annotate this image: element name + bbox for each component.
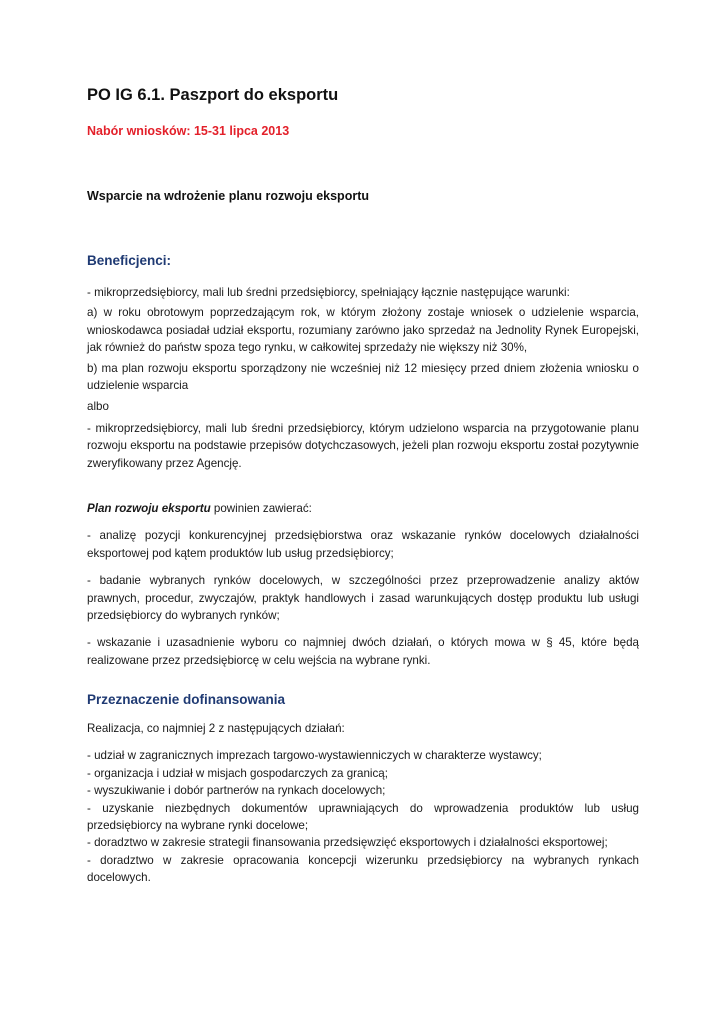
plan-item: - wskazanie i uzasadnienie wyboru co najmniej dwóch działań, o których mowa w § 45, które będą realizowane przez przedsiębiorcę w celu wejścia na wybrane rynki. xyxy=(87,636,639,667)
purpose-heading: Przeznaczenie dofinansowania xyxy=(87,692,286,707)
plan-term: Plan rozwoju eksportu xyxy=(87,502,211,515)
plan-intro xyxy=(87,500,639,517)
support-heading: Wsparcie na wdrożenie planu rozwoju eksportu xyxy=(87,189,369,203)
purpose-item: - doradztwo w zakresie strategii finansowania przedsięwzięć eksportowych i działalności eksportowej; xyxy=(87,836,608,850)
purpose-item: - organizacja i udział w misjach gospodarczych za granicą; xyxy=(87,766,388,780)
condition-b: b) ma plan rozwoju eksportu sporządzony nie wcześniej niż 12 miesięcy przed dniem złożenia wniosku o udzielenie wsparcia xyxy=(87,361,639,393)
purpose-intro: Realizacja, co najmniej 2 z następujących działań: xyxy=(87,722,345,735)
purpose-item: - wyszukiwanie i dobór partnerów na rynkach docelowych; xyxy=(87,784,386,798)
beneficiaries-heading: Beneficjenci: xyxy=(87,253,172,268)
beneficiaries-intro: - mikroprzedsiębiorcy, mali lub średni przedsiębiorcy, spełniający łącznie następujące warunki: xyxy=(87,286,570,299)
plan-item: - analizę pozycji konkurencyjnej przedsiębiorstwa oraz wskazanie rynków docelowych działalności eksportowej pod kątem produktów lub usług przedsiębiorcy; xyxy=(87,529,639,560)
plan-item: - badanie wybranych rynków docelowych, w szczególności przez przeprowadzenie analizy aktów prawnych, procedur, zwyczajów, praktyk handlowych i zasad warunkujących dostęp produktu lub usługi przedsiębiorcy do wybranych rynków; xyxy=(87,574,639,623)
purpose-list xyxy=(87,747,639,886)
beneficiaries-alternative: - mikroprzedsiębiorcy, mali lub średni przedsiębiorcy, którym udzielono wsparcia na przygotowanie planu rozwoju eksportu na podstawie przepisów dotychczasowych, jeżeli plan rozwoju eksportu został pozytywnie zweryfikowany przez Agencję. xyxy=(87,421,639,470)
purpose-section xyxy=(87,720,639,887)
plan-intro-rest: powinien zawierać: xyxy=(210,502,312,515)
condition-a: a) w roku obrotowym poprzedzającym rok, w którym złożony zostaje wniosek o udzielenie wsparcia, wnioskodawca posiadał udział eksportu, rozumiany zarówno jako sprzedaż na Jednolity Rynek Europejski, jak również do państw spoza tego rynku, w całkowitej sprzedaży nie większy niż 30%, xyxy=(87,306,639,355)
plan-section xyxy=(87,500,639,669)
purpose-item: - uzyskanie niezbędnych dokumentów uprawniających do wprowadzenia produktów lub usług przedsiębiorcy na wybrane rynki docelowe; xyxy=(87,801,639,833)
recruitment-dates: Nabór wniosków: 15-31 lipca 2013 xyxy=(87,124,290,138)
albo-text: albo xyxy=(87,400,109,414)
purpose-item: - doradztwo w zakresie opracowania koncepcji wizerunku przedsiębiorcy na wybranych rynkach docelowych. xyxy=(87,853,639,885)
purpose-item: - udział w zagranicznych imprezach targowo-wystawienniczych w charakterze wystawcy; xyxy=(87,749,542,763)
document-title: PO IG 6.1. Paszport do eksportu xyxy=(87,86,339,104)
beneficiaries-section xyxy=(87,284,639,472)
